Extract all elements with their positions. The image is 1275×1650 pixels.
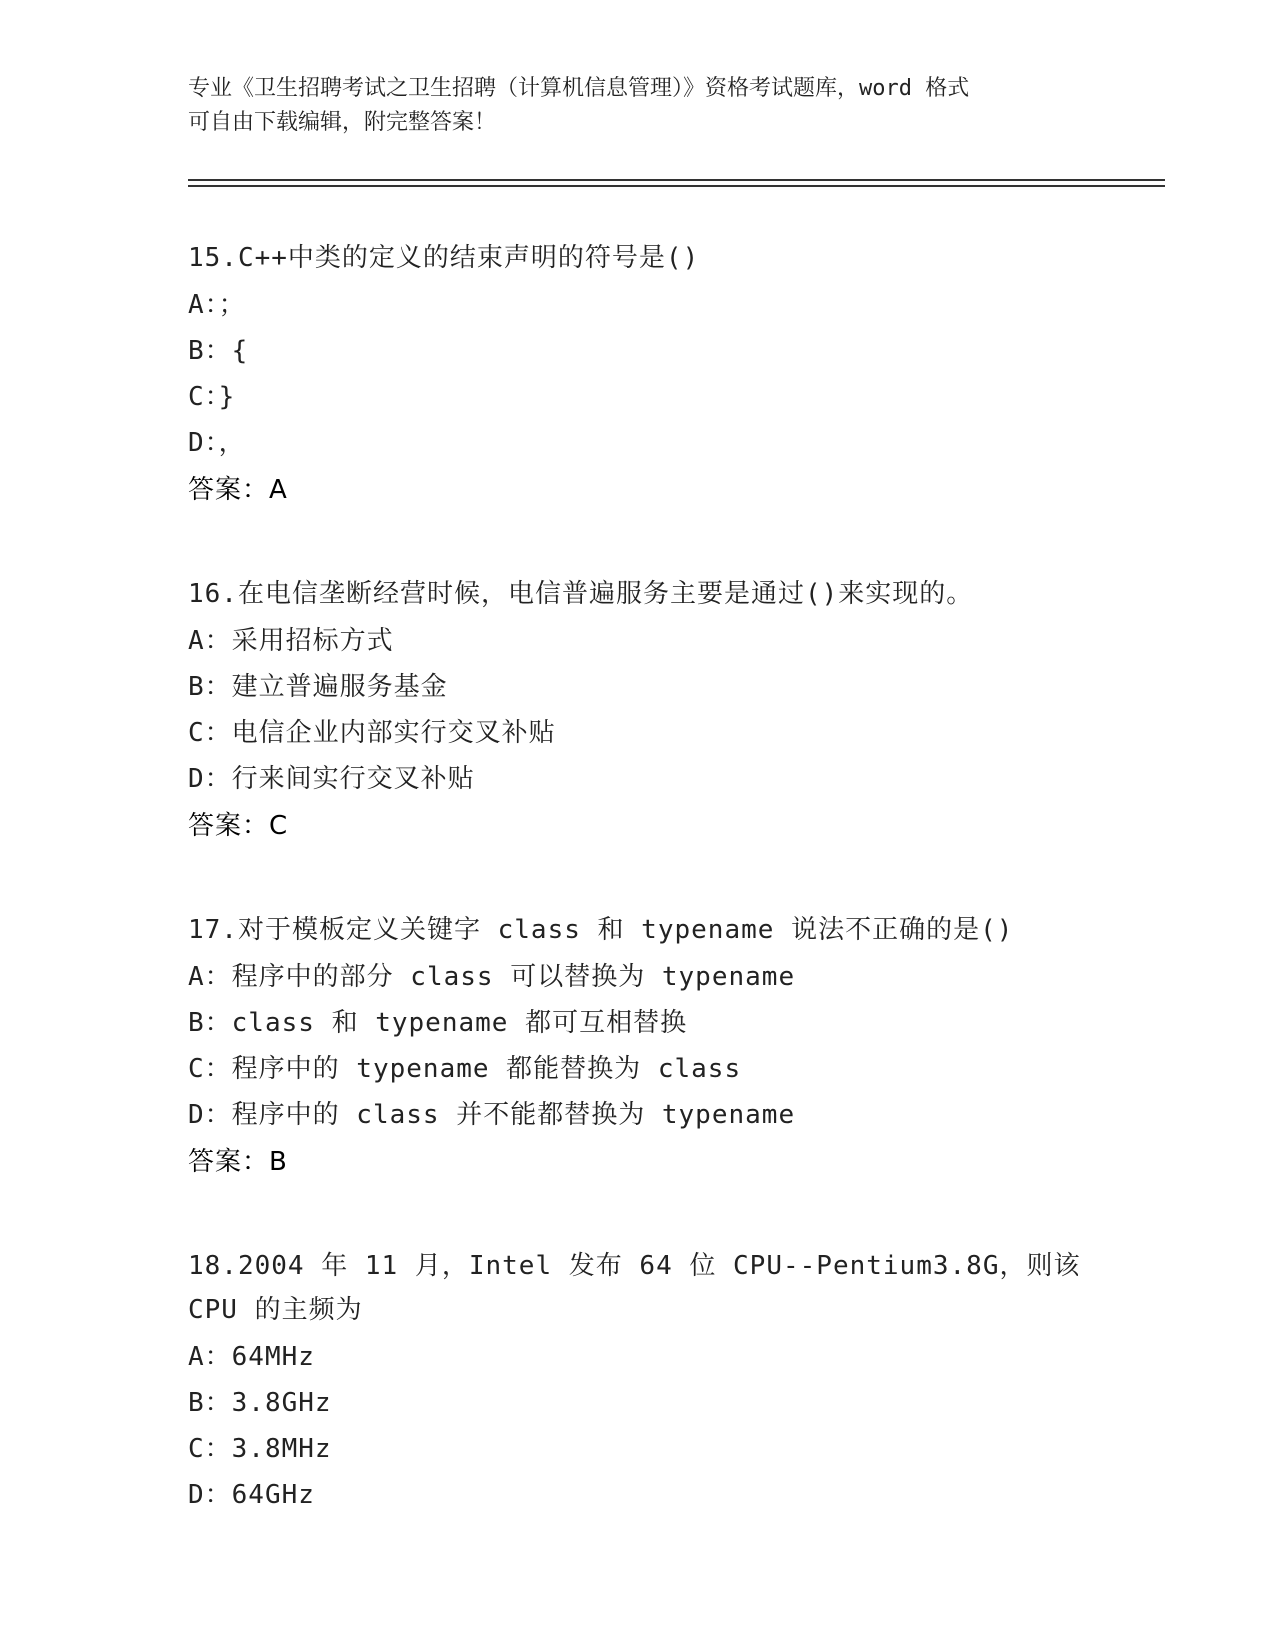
- question-18: [188, 1244, 1088, 1518]
- option-c: C：3.8MHz: [188, 1434, 332, 1464]
- header-line-2: 可自由下载编辑，附完整答案！: [188, 110, 497, 135]
- option-a: A：64MHz: [188, 1342, 315, 1372]
- answer-line: 答案：A: [188, 475, 288, 505]
- question-list: [188, 236, 1088, 1576]
- question-17: [188, 908, 1088, 1186]
- question-text: 17.对于模板定义关键字 class 和 typename 说法不正确的是(): [188, 915, 1014, 945]
- question-text: 15.C++中类的定义的结束声明的符号是(): [188, 243, 700, 273]
- option-b: B：{: [188, 336, 249, 366]
- answer-line: 答案：C: [188, 811, 289, 841]
- option-a: A：采用招标方式: [188, 626, 394, 656]
- question-text: 18.2004 年 11 月，Intel 发布 64 位 CPU--Pentium3.8G，则该 CPU 的主频为: [188, 1251, 1081, 1325]
- option-b: B：建立普遍服务基金: [188, 672, 448, 702]
- option-b: B：3.8GHz: [188, 1388, 332, 1418]
- document-header: [188, 72, 1068, 140]
- option-a: A：；: [188, 290, 246, 320]
- option-c: C：程序中的 typename 都能替换为 class: [188, 1054, 742, 1084]
- answer-line: 答案：B: [188, 1147, 288, 1177]
- header-line-1: 专业《卫生招聘考试之卫生招聘（计算机信息管理）》资格考试题库，word 格式: [188, 76, 970, 101]
- option-d: D：行来间实行交叉补贴: [188, 764, 475, 794]
- option-d: D：，: [188, 428, 246, 458]
- header-divider-bottom: [188, 185, 1165, 187]
- option-d: D：64GHz: [188, 1480, 315, 1510]
- question-text: 16.在电信垄断经营时候，电信普遍服务主要是通过()来实现的。: [188, 579, 974, 609]
- option-c: C：}: [188, 382, 236, 412]
- option-a: A：程序中的部分 class 可以替换为 typename: [188, 962, 796, 992]
- option-c: C：电信企业内部实行交叉补贴: [188, 718, 556, 748]
- question-15: [188, 236, 1088, 514]
- question-16: [188, 572, 1088, 850]
- header-divider-top: [188, 179, 1165, 181]
- option-d: D：程序中的 class 并不能都替换为 typename: [188, 1100, 796, 1130]
- option-b: B：class 和 typename 都可互相替换: [188, 1008, 688, 1038]
